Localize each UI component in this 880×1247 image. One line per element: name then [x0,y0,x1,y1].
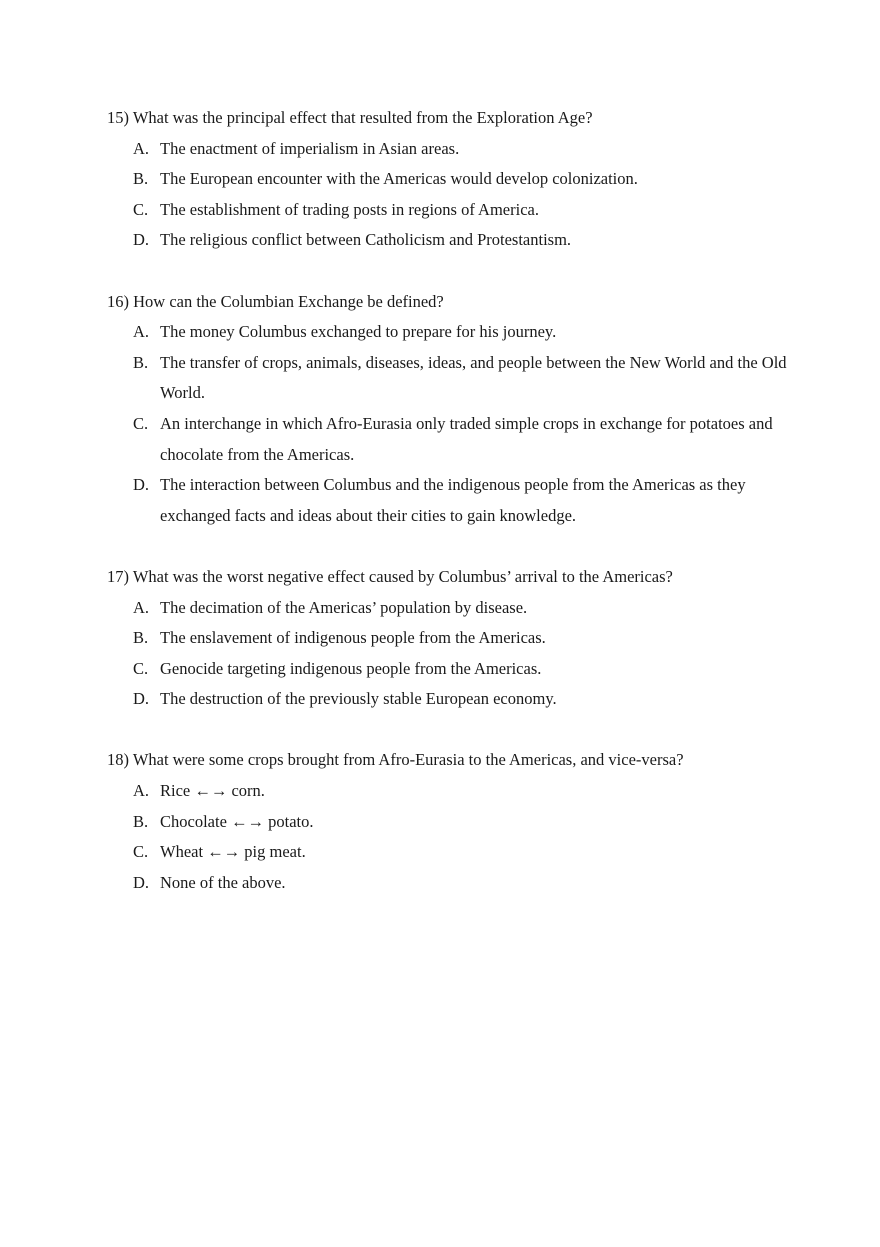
option-letter: D. [133,689,150,709]
option-a [107,776,787,807]
option-a [107,317,787,348]
option-text: None of the above. [160,872,286,892]
option-text: The transfer of crops, animals, diseases, ideas, and people between the New World and the Old World. [160,352,787,403]
option-letter: A. [133,781,150,801]
answer-options [107,134,787,256]
option-text: The enslavement of indigenous people from the Americas. [160,628,546,648]
option-text: The European encounter with the Americas would develop colonization. [160,169,638,189]
option-letter: C. [133,842,149,862]
option-d [107,470,787,531]
option-c [107,195,787,226]
option-b [107,164,787,195]
option-c [107,409,787,470]
question-stem: 17) What was the worst negative effect caused by Columbus’ arrival to the Americas? [107,566,673,586]
question-18 [107,745,787,898]
option-b [107,348,787,409]
option-d [107,225,787,256]
option-c [107,654,787,685]
option-letter: D. [133,475,150,495]
option-text: Wheat ←→ pig meat. [160,842,306,862]
option-d [107,684,787,715]
option-letter: B. [133,169,149,189]
answer-options [107,776,787,898]
option-text: The decimation of the Americas’ population by disease. [160,597,528,617]
option-text: The religious conflict between Catholicism and Protestantism. [160,230,572,250]
option-text: Genocide targeting indigenous people from the Americas. [160,658,542,678]
option-text: The interaction between Columbus and the indigenous people from the Americas as they exchanged facts and ideas about their cities to gain knowledge. [160,475,746,525]
option-a [107,134,787,165]
option-text: Chocolate ←→ potato. [160,811,314,831]
option-text: An interchange in which Afro-Eurasia only traded simple crops in exchange for potatoes and chocolate from the Americas. [160,413,773,464]
option-text: Rice ←→ corn. [160,781,265,801]
question-list [107,103,787,929]
question-stem: 16) How can the Columbian Exchange be defined? [107,291,444,311]
option-a [107,593,787,624]
option-letter: A. [133,597,150,617]
question-17 [107,562,787,715]
option-letter: B. [133,352,149,372]
option-letter: C. [133,413,149,433]
option-b [107,623,787,654]
option-letter: D. [133,872,150,892]
option-text: The money Columbus exchanged to prepare for his journey. [160,322,557,342]
option-letter: D. [133,230,150,250]
option-letter: A. [133,322,150,342]
option-text: The destruction of the previously stable European economy. [160,689,557,709]
question-15 [107,103,787,256]
answer-options [107,593,787,715]
answer-options [107,317,787,531]
option-letter: A. [133,138,150,158]
option-letter: B. [133,811,149,831]
option-letter: B. [133,628,149,648]
option-b [107,807,787,838]
option-text: The establishment of trading posts in regions of America. [160,199,539,219]
question-16 [107,287,787,532]
option-c [107,837,787,868]
option-letter: C. [133,199,149,219]
question-stem: 15) What was the principal effect that resulted from the Exploration Age? [107,108,593,127]
option-letter: C. [133,658,149,678]
option-text: The enactment of imperialism in Asian areas. [160,138,460,158]
question-stem: 18) What were some crops brought from Afro-Eurasia to the Americas, and vice-versa? [107,750,684,770]
option-d [107,868,787,899]
